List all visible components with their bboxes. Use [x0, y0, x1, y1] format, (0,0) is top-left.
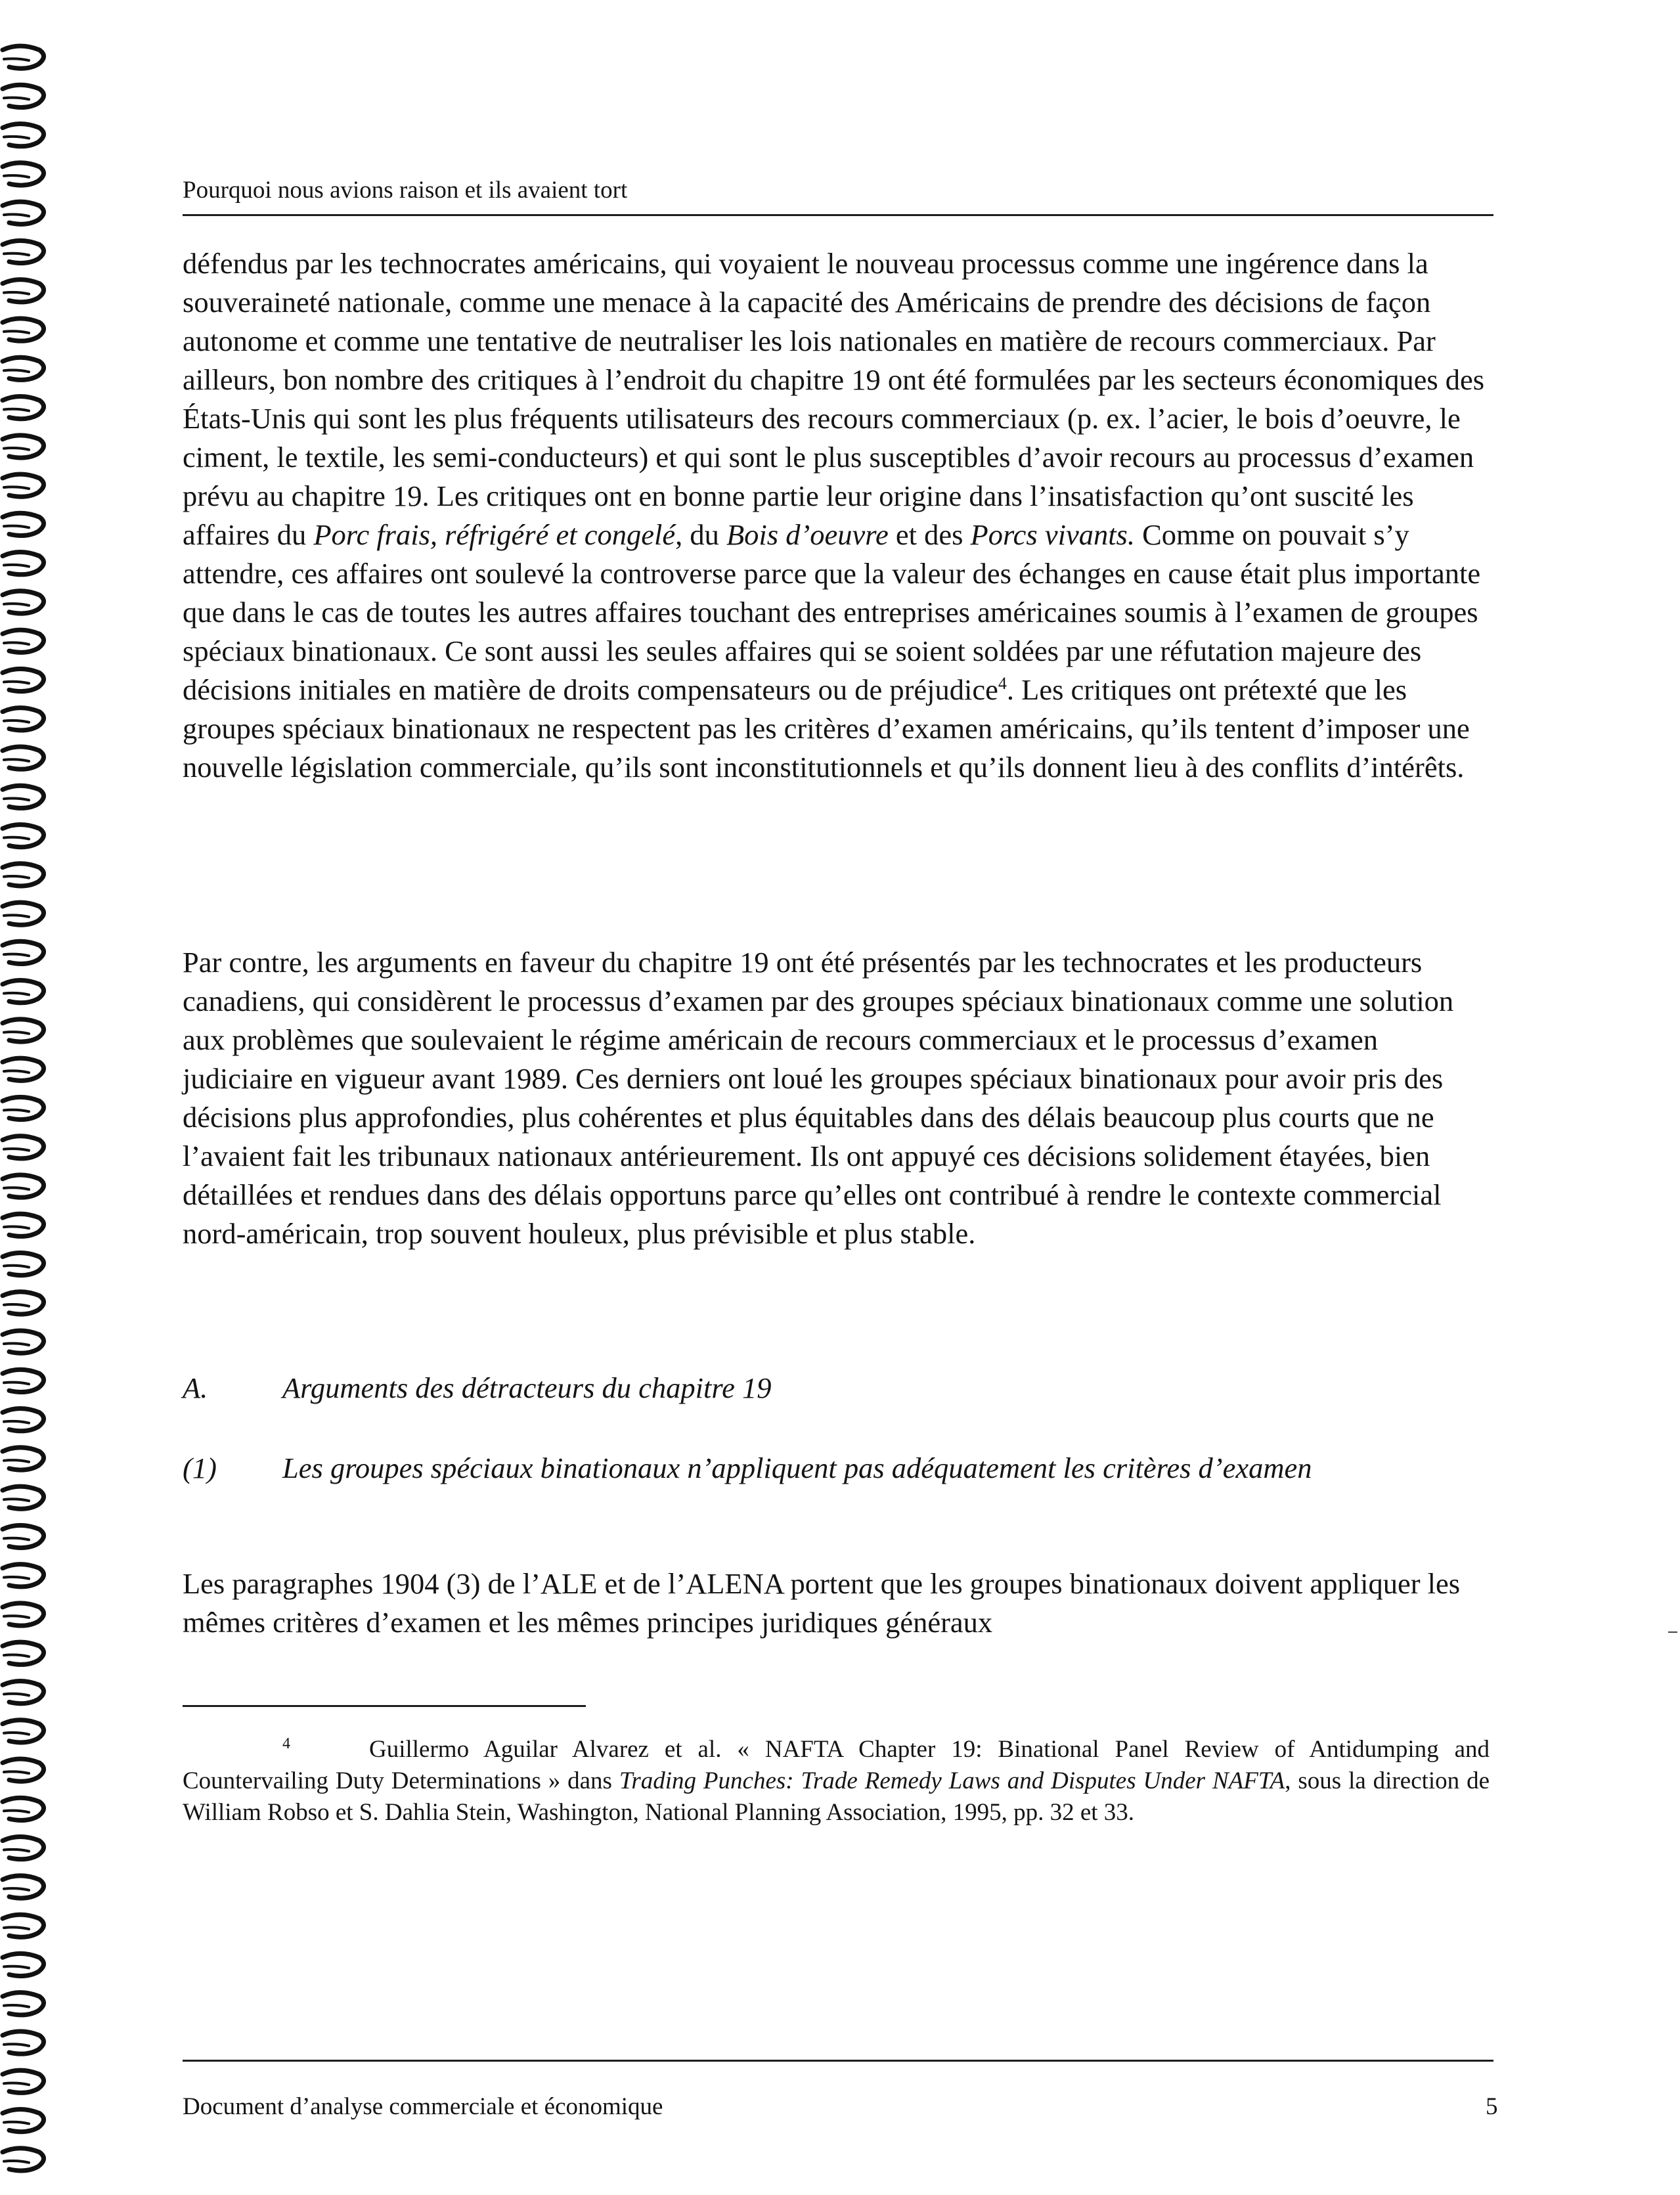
- binding-coil: [3, 1564, 44, 1587]
- section-heading-a-number: A.: [183, 1371, 208, 1404]
- footnote-text-a: Guillermo Aguilar Alvarez et al. « NAFTA Chapter 19: Binational Panel Review of Antidumping and Countervailing Duty Determinations » dans: [183, 1736, 1490, 1794]
- binding-coil: [3, 319, 44, 341]
- binding-coil: [3, 1681, 44, 1703]
- binding-coil: [3, 1409, 44, 1431]
- header-rule: [183, 214, 1493, 216]
- binding-coil: [3, 1253, 44, 1275]
- case-name-bois-doeuvre: Bois d’oeuvre: [726, 518, 889, 551]
- binding-coil: [3, 357, 44, 380]
- binding-coil: [3, 435, 44, 458]
- paragraph-1-text-c: et des: [888, 518, 971, 551]
- subsection-heading-1-number: (1): [183, 1452, 217, 1484]
- binding-coil: [3, 1058, 44, 1080]
- binding-coil: [3, 1993, 44, 2015]
- binding-coil: [3, 591, 44, 613]
- running-header: Pourquoi nous avions raison et ils avaient tort: [183, 177, 628, 204]
- binding-coil: [3, 1214, 44, 1236]
- binding-coil: [3, 1720, 44, 1742]
- footer-rule: [183, 2060, 1493, 2062]
- paragraph-3-text: Les paragraphes 1904 (3) de l’ALE et de l’ALENA portent que les groupes binationaux doivent appliquer les mêmes critères d’examen et les mêmes principes juridiques généraux: [183, 1567, 1461, 1639]
- binding-coil: [3, 1136, 44, 1159]
- binding-coil: [3, 1798, 44, 1820]
- binding-coil: [3, 513, 44, 535]
- binding-coil: [3, 1525, 44, 1547]
- footnote-separator: [183, 1705, 586, 1707]
- footnote-number: 4: [282, 1735, 290, 1752]
- footnote-reference[interactable]: 4: [998, 674, 1007, 694]
- subsection-heading-1: [183, 1449, 1490, 1488]
- binding-coil: [3, 552, 44, 575]
- binding-coil: [3, 786, 44, 808]
- binding-coil: [3, 85, 44, 107]
- binding-coil: [3, 669, 44, 691]
- binding-coil: [3, 747, 44, 769]
- binding-coil: [3, 1486, 44, 1509]
- paragraph-2: [183, 943, 1490, 1253]
- paragraph-3: [183, 1564, 1490, 1642]
- margin-mark: [1668, 1631, 1677, 1633]
- binding-coil: [3, 163, 44, 185]
- binding-coil: [3, 824, 44, 847]
- binding-coil: [3, 280, 44, 302]
- binding-coil: [3, 124, 44, 146]
- binding-coil: [3, 1292, 44, 1314]
- binding-coil: [3, 240, 44, 263]
- binding-coil: [3, 1837, 44, 1859]
- binding-coil: [3, 396, 44, 418]
- binding-coil: [3, 1759, 44, 1781]
- paragraph-1-text-a: défendus par les technocrates américains, qui voyaient le nouveau processus comme une ingérence dans la souveraineté nationale, comme une menace à la capacité des Américains de prendre des décisions de façon autonome et comme une tentative de neutraliser les lois nationales en matière de recours commerciaux. Par ailleurs, bon nombre des critiques à l’endroit du chapitre 19 ont été formulées par les secteurs économiques des États-Unis qui sont les plus fréquents utilisateurs des recours commerciaux (p. ex. l’acier, le bois d’oeuvre, le ciment, le textile, les semi-conducteurs) et qui sont le plus susceptibles d’avoir recours au processus d’examen prévu au chapitre 19. Les critiques ont en bonne partie leur origine dans l’insatisfaction qu’ont suscité les affaires du: [183, 247, 1485, 551]
- binding-coil: [3, 1448, 44, 1470]
- binding-coil: [3, 1953, 44, 1976]
- paragraph-1-text-d: Comme on pouvait s’y attendre, ces affaires ont soulevé la controverse parce que la valeur des échanges en cause était plus importante que dans le cas de toutes les autres affaires touchant des entreprises américaines soumis à l’examen de groupes spéciaux binationaux. Ce sont aussi les seules affaires qui se soient soldées par une réfutation majeure des décisions initiales en matière de droits compensateurs ou de préjudice: [183, 518, 1481, 706]
- section-heading-a-title: Arguments des détracteurs du chapitre 19: [282, 1371, 772, 1404]
- binding-coil: [3, 1603, 44, 1626]
- binding-coil: [3, 1331, 44, 1353]
- binding-coil: [3, 902, 44, 925]
- binding-coil: [3, 2148, 44, 2171]
- binding-coil: [3, 708, 44, 730]
- footnote-book-title: Trading Punches: Trade Remedy Laws and Disputes Under NAFTA: [619, 1767, 1285, 1794]
- binding-coil: [3, 1876, 44, 1898]
- paragraph-1-text-b: , du: [675, 518, 726, 551]
- paragraph-1-text-e: . Les critiques ont prétexté que les groupes spéciaux binationaux ne respectent pas les critères d’examen américains, qu’ils tentent d’imposer une nouvelle législation commerciale, qu’ils sont inconstitutionnels et qu’ils donnent lieu à des conflits d’intérêts.: [183, 673, 1470, 784]
- binding-coil: [3, 1175, 44, 1197]
- binding-coil: [3, 630, 44, 652]
- binding-coil: [3, 941, 44, 964]
- binding-coil: [3, 1642, 44, 1664]
- paragraph-2-text: Par contre, les arguments en faveur du chapitre 19 ont été présentés par les technocrates et les producteurs canadiens, qui considèrent le processus d’examen par des groupes spéciaux binationaux comme une solution aux problèmes que soulevaient le régime américain de recours commerciaux et le processus d’examen judiciaire en vigueur avant 1989. Ces derniers ont loué les groupes spéciaux binationaux pour avoir pris des décisions plus approfondies, plus cohérentes et plus équitables dans des délais beaucoup plus courts que ne l’avaient fait les tribunaux nationaux antérieurement. Ils ont appuyé ces décisions solidement étayées, bien détaillées et rendues dans des délais opportuns parce qu’elles ont contribué à rendre le contexte commercial nord-américain, trop souvent houleux, plus prévisible et plus stable.: [183, 946, 1454, 1250]
- case-name-porcs-vivants: Porcs vivants.: [970, 518, 1135, 551]
- binding-coil: [3, 202, 44, 224]
- binding-coil: [3, 1097, 44, 1119]
- footnote-4: [183, 1734, 1490, 1829]
- section-heading-a: [183, 1369, 771, 1408]
- running-footer: Document d’analyse commerciale et économique: [183, 2093, 663, 2120]
- binding-coil: [3, 1019, 44, 1042]
- binding-coil: [3, 1915, 44, 1937]
- case-name-porc-frais: Porc frais, réfrigéré et congelé: [313, 518, 676, 551]
- subsection-heading-1-title: Les groupes spéciaux binationaux n’appliquent pas adéquatement les critères d’examen: [282, 1452, 1312, 1484]
- binding-coil: [3, 46, 44, 68]
- binding-coil: [3, 981, 44, 1003]
- page-number: 5: [1486, 2093, 1498, 2120]
- paragraph-1: [183, 244, 1490, 787]
- binding-coil: [3, 864, 44, 886]
- binding-coil: [3, 1369, 44, 1392]
- binding-coil: [3, 2070, 44, 2093]
- footnote-text-b: , sous la direction de William Robso et S. Dahlia Stein, Washington, National Planning Association, 1995, pp. 32 et 33.: [183, 1767, 1490, 1826]
- binding-coil: [3, 2109, 44, 2131]
- binding-coil: [3, 474, 44, 497]
- spiral-binding-icon: [0, 39, 66, 2181]
- binding-coil: [3, 2031, 44, 2054]
